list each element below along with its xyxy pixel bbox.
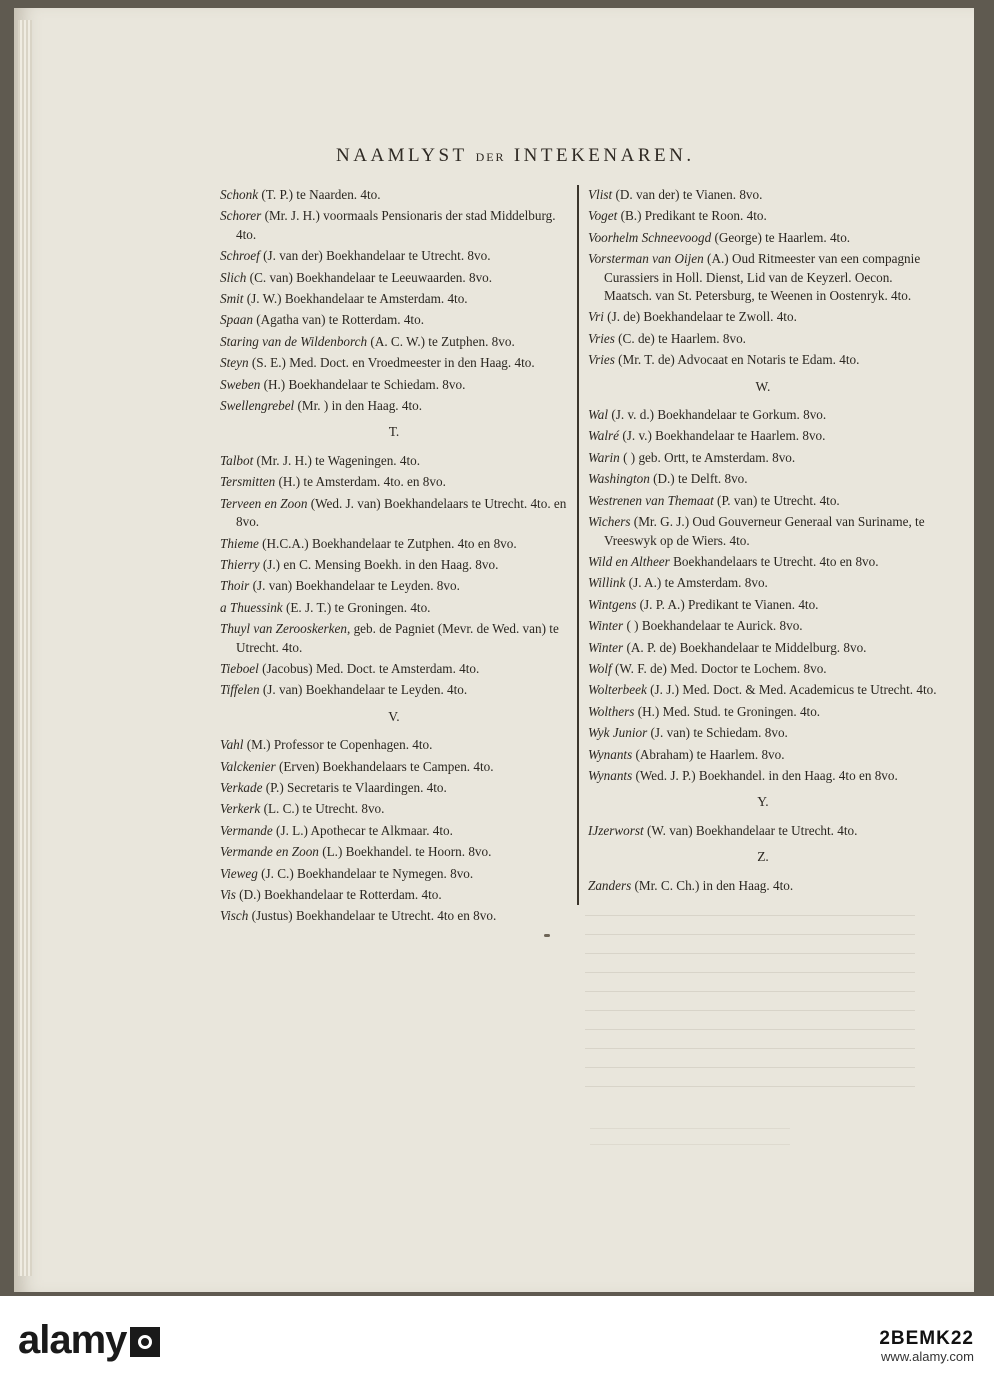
subscriber-name: Wolthers: [588, 703, 635, 719]
subscriber-name: Thieme: [220, 535, 259, 551]
subscriber-name: IJzerworst: [588, 822, 644, 838]
subscriber-details: (Mr. T. de) Advocaat en Notaris te Edam. 4to.: [614, 352, 860, 368]
subscriber-name: Verkade: [220, 779, 263, 795]
subscriber-name: Tiffelen: [220, 682, 260, 698]
subscriber-entry: [220, 599, 568, 617]
subscriber-details: (J. W.) Boekhandelaar te Amsterdam. 4to.: [243, 291, 468, 307]
section-letter: V.: [388, 708, 400, 724]
subscriber-entry: [220, 556, 568, 574]
subscriber-entry: [588, 724, 938, 742]
subscriber-entry: [220, 620, 568, 657]
subscriber-entry: [220, 207, 568, 244]
subscriber-entry: [588, 617, 938, 635]
section-letter: T.: [388, 424, 400, 440]
subscriber-entry: [220, 736, 568, 754]
subscriber-details: (J. v.) Boekhandelaar te Haarlem. 8vo.: [619, 428, 826, 444]
subscriber-entry: [588, 427, 938, 445]
watermark-logo-mark-icon: [130, 1327, 160, 1357]
subscriber-entry: [220, 758, 568, 776]
subscriber-name: Wynants: [588, 767, 633, 783]
section-letter: Y.: [757, 794, 769, 810]
subscriber-name: Westrenen van Themaat: [588, 492, 714, 508]
watermark-text: [879, 1330, 974, 1366]
subscriber-details: ( ) geb. Ortt, te Amsterdam. 8vo.: [619, 449, 796, 465]
subscriber-name: Visch: [220, 908, 249, 924]
subscriber-entry: [588, 406, 938, 424]
subscriber-details: (Justus) Boekhandelaar te Utrecht. 4to en 8vo.: [248, 908, 497, 924]
subscriber-entry: [588, 574, 938, 592]
subscriber-name: Steyn: [220, 355, 249, 371]
subscriber-entry: [220, 681, 568, 699]
subscriber-details: (H.) Med. Stud. te Groningen. 4to.: [634, 703, 821, 719]
subscriber-entry: [220, 779, 568, 797]
subscriber-name: Wyk Junior: [588, 725, 648, 741]
subscriber-entry: [588, 250, 938, 305]
subscriber-name: Wintgens: [588, 596, 637, 612]
subscriber-name: Tersmitten: [220, 474, 276, 490]
subscriber-entry: [588, 681, 938, 699]
subscriber-entry: [220, 290, 568, 308]
subscriber-details: (E. J. T.) te Groningen. 4to.: [282, 599, 431, 615]
subscriber-details: (C. van) Boekhandelaar te Leeuwaarden. 8vo.: [246, 269, 493, 285]
subscriber-entry: [588, 553, 938, 571]
watermark-logo: [18, 1318, 160, 1363]
subscriber-name: Spaan: [220, 312, 253, 328]
subscriber-details: (W. van) Boekhandelaar te Utrecht. 4to.: [643, 822, 858, 838]
title-part-a: NAAMLYST: [336, 145, 468, 166]
subscriber-entry: [220, 886, 568, 904]
subscriber-name: Winter: [588, 618, 624, 634]
subscriber-details: (P.) Secretaris te Vlaardingen. 4to.: [262, 779, 447, 795]
subscriber-name: Terveen en Zoon: [220, 495, 308, 511]
bleed-through-text: [585, 905, 915, 1095]
subscriber-details: (W. F. de) Med. Doctor te Lochem. 8vo.: [611, 660, 827, 676]
subscriber-name: Wal: [588, 407, 609, 423]
subscriber-name: Vries: [588, 330, 615, 346]
right-column: [588, 183, 938, 895]
bleed-through-text-lower: [590, 1120, 790, 1160]
subscriber-entry: [588, 767, 938, 785]
subscriber-entry: [220, 495, 568, 532]
subscriber-details: , geb. de Pagniet (Mevr. de Wed. van) te Utrecht. 4to.: [236, 621, 559, 655]
subscriber-name: Schonk: [220, 187, 259, 202]
subscriber-details: (J. van) Boekhandelaar te Leyden. 4to.: [259, 682, 468, 698]
subscriber-details: (J. de) Boekhandelaar te Zwoll. 4to.: [603, 309, 797, 325]
subscriber-details: (J.) en C. Mensing Boekh. in den Haag. 8vo.: [259, 556, 499, 572]
subscriber-entry: [220, 354, 568, 372]
subscriber-details: (Mr. C. Ch.) in den Haag. 4to.: [631, 877, 794, 893]
subscriber-name: Winter: [588, 639, 624, 655]
subscriber-details: (H.) Boekhandelaar te Schiedam. 8vo.: [260, 376, 466, 392]
subscriber-entry: [220, 473, 568, 491]
subscriber-details: (A. P. de) Boekhandelaar te Middelburg. 8vo.: [623, 639, 867, 655]
subscriber-name: Staring van de Wildenborch: [220, 333, 368, 349]
subscriber-details: (J. van der) Boekhandelaar te Utrecht. 8vo.: [259, 248, 491, 264]
subscriber-entry: [588, 229, 938, 247]
subscriber-details: (Erven) Boekhandelaars te Campen. 4to.: [275, 758, 494, 774]
watermark-image-id: 2BEMK22: [879, 1328, 974, 1349]
subscriber-details: ( ) Boekhandelaar te Aurick. 8vo.: [623, 618, 803, 634]
subscriber-entry: [220, 843, 568, 861]
subscriber-entry: [588, 746, 938, 764]
subscriber-details: (A.) Oud Ritmeester van een compagnie Curassiers in Holl. Dienst, Lid van de Keyzerl. Oecon. Maatsch. van St. Petersburg, te Weenen in Oostenryk. 4to.: [604, 251, 921, 304]
subscriber-details: (M.) Professor te Copenhagen. 4to.: [243, 737, 433, 753]
subscriber-details: (George) te Haarlem. 4to.: [711, 229, 851, 245]
column-divider: [577, 185, 579, 905]
subscriber-entry: [588, 513, 938, 550]
subscriber-entry: [220, 333, 568, 351]
subscriber-details: (Wed. J. P.) Boekhandel. in den Haag. 4to en 8vo.: [632, 767, 898, 783]
subscriber-entry: [220, 800, 568, 818]
subscriber-entry: [588, 330, 938, 348]
subscriber-details: (J. C.) Boekhandelaar te Nymegen. 8vo.: [257, 865, 474, 881]
subscriber-details: (Wed. J. van) Boekhandelaars te Utrecht. 4to. en 8vo.: [236, 495, 567, 530]
subscriber-details: (S. E.) Med. Doct. en Vroedmeester in den Haag. 4to.: [248, 355, 535, 371]
subscriber-name: Walré: [588, 428, 620, 444]
subscriber-details: (B.) Predikant te Roon. 4to.: [617, 208, 767, 224]
subscriber-entry: [588, 449, 938, 467]
title-part-b: INTEKENAREN.: [513, 145, 695, 166]
title-part-small: DER: [475, 150, 506, 164]
subscriber-details: (J. P. A.) Predikant te Vianen. 4to.: [636, 596, 819, 612]
subscriber-entry: [588, 660, 938, 678]
subscriber-entry: [588, 639, 938, 657]
subscriber-entry: [220, 311, 568, 329]
subscriber-name: Wolterbeek: [588, 682, 647, 698]
subscriber-name: Vri: [588, 309, 604, 325]
subscriber-name: Wolf: [588, 660, 612, 676]
subscriber-entry: [588, 186, 938, 204]
subscriber-details: (Mr. G. J.) Oud Gouverneur Generaal van Suriname, te Vreeswyk op de Wiers. 4to.: [604, 514, 925, 548]
subscriber-details: (J. L.) Apothecar te Alkmaar. 4to.: [272, 822, 453, 838]
subscriber-name: a Thuessink: [220, 599, 283, 615]
subscriber-details: (Mr. J. H.) te Wageningen. 4to.: [253, 452, 421, 468]
subscriber-entry: [220, 397, 568, 415]
subscriber-name: Valckenier: [220, 758, 276, 774]
subscriber-details: (J. A.) te Amsterdam. 8vo.: [625, 575, 768, 591]
subscriber-details: (Mr. ) in den Haag. 4to.: [294, 398, 423, 414]
subscriber-entry: [220, 660, 568, 678]
subscriber-details: (Abraham) te Haarlem. 8vo.: [632, 746, 785, 762]
subscriber-entry: [220, 822, 568, 840]
subscriber-entry: [588, 822, 938, 840]
section-letter: W.: [755, 378, 771, 394]
subscriber-name: Schorer: [220, 208, 262, 224]
subscriber-name: Vermande en Zoon: [220, 844, 319, 860]
subscriber-details: (H.) te Amsterdam. 4to. en 8vo.: [275, 474, 446, 490]
subscriber-name: Talbot: [220, 452, 254, 468]
subscriber-entry: [220, 577, 568, 595]
subscriber-entry: [588, 351, 938, 369]
subscriber-entry: [588, 703, 938, 721]
subscriber-name: Wynants: [588, 746, 633, 762]
subscriber-entry: [220, 186, 568, 204]
watermark-logo-text: alamy: [18, 1318, 127, 1362]
subscriber-name: Thierry: [220, 556, 260, 572]
subscriber-details: (T. P.) te Naarden. 4to.: [258, 187, 381, 202]
subscriber-details: (L.) Boekhandel. te Hoorn. 8vo.: [318, 844, 492, 860]
subscriber-entry: [588, 596, 938, 614]
subscriber-entry: [220, 865, 568, 883]
subscriber-name: Schroef: [220, 248, 260, 264]
subscriber-name: Vahl: [220, 737, 244, 753]
subscriber-entry: [220, 452, 568, 470]
subscriber-name: Vries: [588, 352, 615, 368]
subscriber-details: Boekhandelaars te Utrecht. 4to en 8vo.: [669, 553, 879, 569]
subscriber-entry: [220, 376, 568, 394]
subscriber-entry: [220, 269, 568, 287]
subscriber-name: Thoir: [220, 578, 250, 594]
subscriber-name: Vorsterman van Oijen: [588, 251, 704, 267]
subscriber-name: Vis: [220, 887, 236, 902]
subscriber-name: Sweben: [220, 376, 261, 392]
page-title: [336, 145, 806, 167]
subscriber-details: (A. C. W.) te Zutphen. 8vo.: [367, 333, 515, 349]
page-edge-stack: [18, 20, 32, 1276]
subscriber-details: (J. J.) Med. Doct. & Med. Academicus te Utrecht. 4to.: [646, 682, 937, 698]
subscriber-details: (Agatha van) te Rotterdam. 4to.: [252, 312, 424, 328]
subscriber-name: Washington: [588, 471, 650, 487]
subscriber-name: Vlist: [588, 187, 613, 202]
subscriber-name: Wichers: [588, 514, 631, 530]
subscriber-details: (D. van der) te Vianen. 8vo.: [612, 187, 763, 202]
subscriber-details: (H.C.A.) Boekhandelaar te Zutphen. 4to en 8vo.: [258, 535, 517, 551]
watermark-site: www.alamy.com: [881, 1349, 974, 1364]
subscriber-entry: [588, 207, 938, 225]
subscriber-name: Tieboel: [220, 660, 259, 676]
subscriber-details: (D.) Boekhandelaar te Rotterdam. 4to.: [235, 887, 442, 902]
subscriber-details: (D.) te Delft. 8vo.: [649, 471, 748, 487]
subscriber-details: (C. de) te Haarlem. 8vo.: [614, 330, 746, 346]
subscriber-name: Voget: [588, 208, 618, 224]
left-column: [220, 183, 568, 926]
subscriber-name: Zanders: [588, 877, 632, 893]
subscriber-details: (J. v. d.) Boekhandelaar te Gorkum. 8vo.: [608, 407, 827, 423]
subscriber-name: Vermande: [220, 822, 273, 838]
subscriber-name: Willink: [588, 575, 626, 591]
subscriber-details: (L. C.) te Utrecht. 8vo.: [260, 801, 385, 817]
subscriber-entry: [220, 535, 568, 553]
subscriber-details: (P. van) te Utrecht. 4to.: [713, 492, 840, 508]
subscriber-name: Wild en Altheer: [588, 553, 670, 569]
subscriber-details: (J. van) te Schiedam. 8vo.: [647, 725, 788, 741]
subscriber-entry: [588, 492, 938, 510]
subscriber-entry: [588, 877, 938, 895]
subscriber-name: Thuyl van Zerooskerken: [220, 621, 347, 637]
subscriber-details: (Mr. J. H.) voormaals Pensionaris der stad Middelburg. 4to.: [236, 208, 556, 242]
subscriber-entry: [220, 247, 568, 265]
subscriber-name: Voorhelm Schneevoogd: [588, 229, 712, 245]
subscriber-entry: [220, 907, 568, 925]
subscriber-details: (Jacobus) Med. Doct. te Amsterdam. 4to.: [258, 660, 480, 676]
paper-speck: [544, 934, 550, 937]
subscriber-name: Slich: [220, 269, 247, 285]
subscriber-name: Swellengrebel: [220, 398, 295, 414]
subscriber-name: Warin: [588, 449, 620, 465]
subscriber-entry: [588, 470, 938, 488]
subscriber-name: Vieweg: [220, 865, 258, 881]
subscriber-name: Smit: [220, 291, 244, 307]
section-letter: Z.: [757, 849, 769, 865]
subscriber-name: Verkerk: [220, 801, 261, 817]
subscriber-details: (J. van) Boekhandelaar te Leyden. 8vo.: [249, 578, 460, 594]
subscriber-entry: [588, 308, 938, 326]
